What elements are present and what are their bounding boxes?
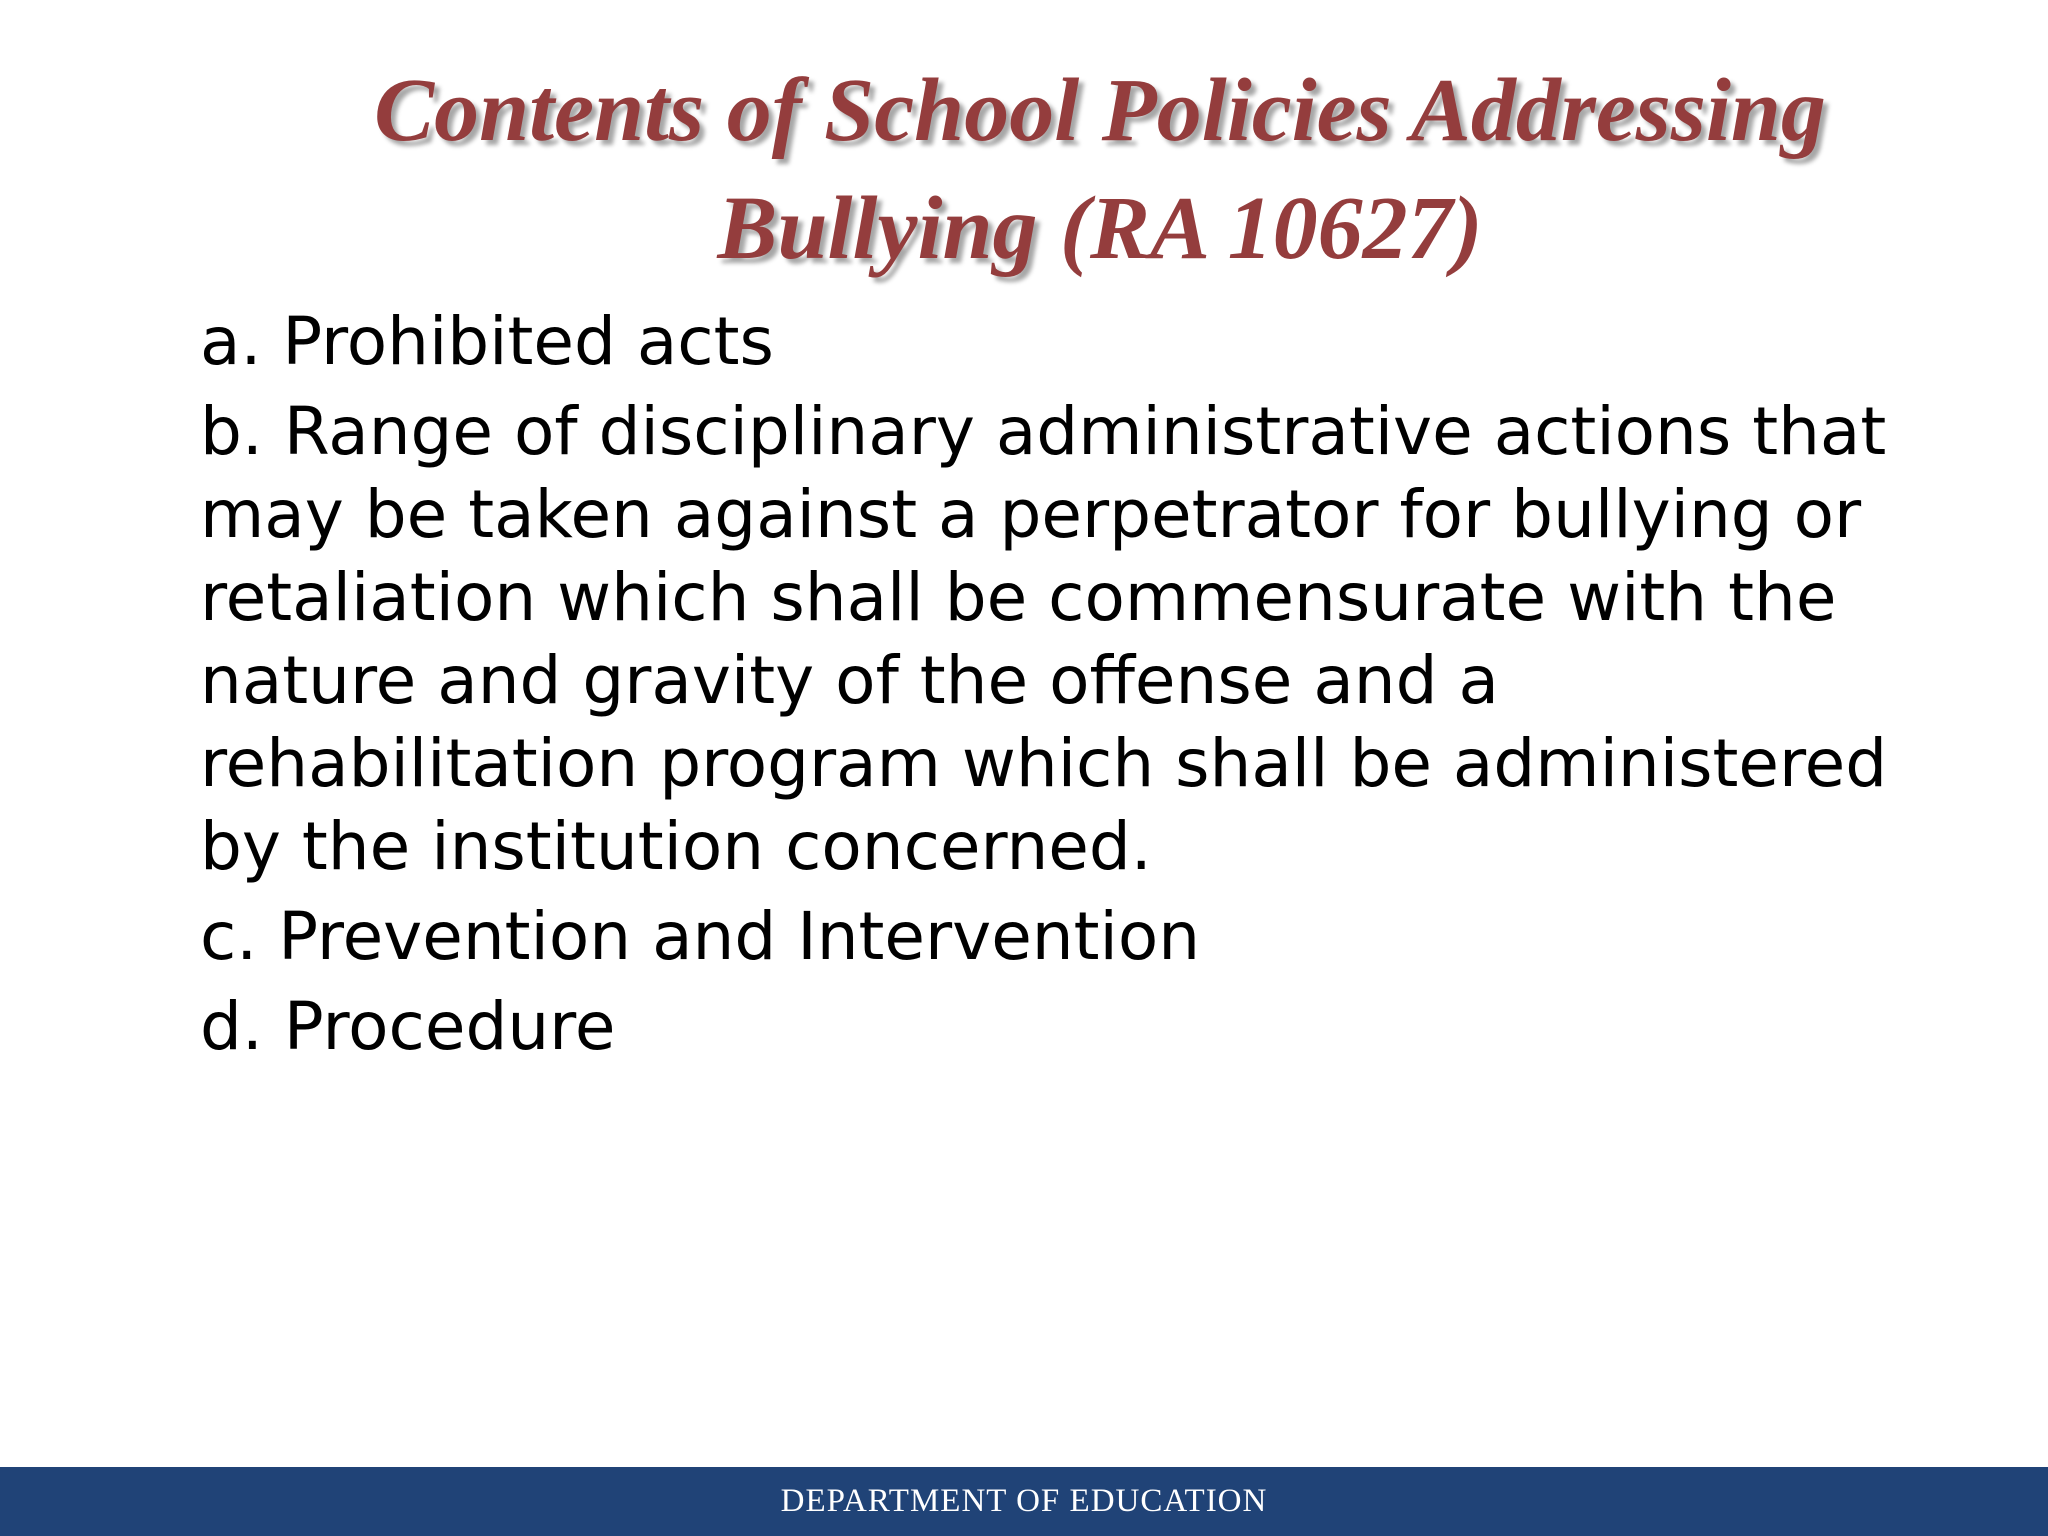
policy-contents-list (200, 300, 1920, 1075)
list-item-prevention-intervention: c. Prevention and Intervention (200, 898, 1201, 975)
footer-department-label: DEPARTMENT OF EDUCATION (780, 1483, 1268, 1519)
footer-bar (0, 1467, 2048, 1536)
slide-title-law-reference: (RA 10627) (1037, 179, 1483, 278)
slide-title-line-1: Contents of School Policies Addressing (374, 61, 1826, 160)
list-item-procedure: d. Procedure (200, 988, 616, 1065)
list-item-disciplinary-actions: b. Range of disciplinary administrative actions that may be taken against a perpetrator for bullying or retaliation which shall be commensurate with the nature and gravity of the offense and a rehabilitation program which shall be administered by the institution concerned. (200, 393, 1888, 885)
list-item-prohibited-acts: a. Prohibited acts (200, 303, 774, 380)
slide-title (250, 52, 1950, 288)
slide-title-line-2 (250, 170, 1950, 288)
slide-title-bullying: Bullying (717, 179, 1038, 278)
